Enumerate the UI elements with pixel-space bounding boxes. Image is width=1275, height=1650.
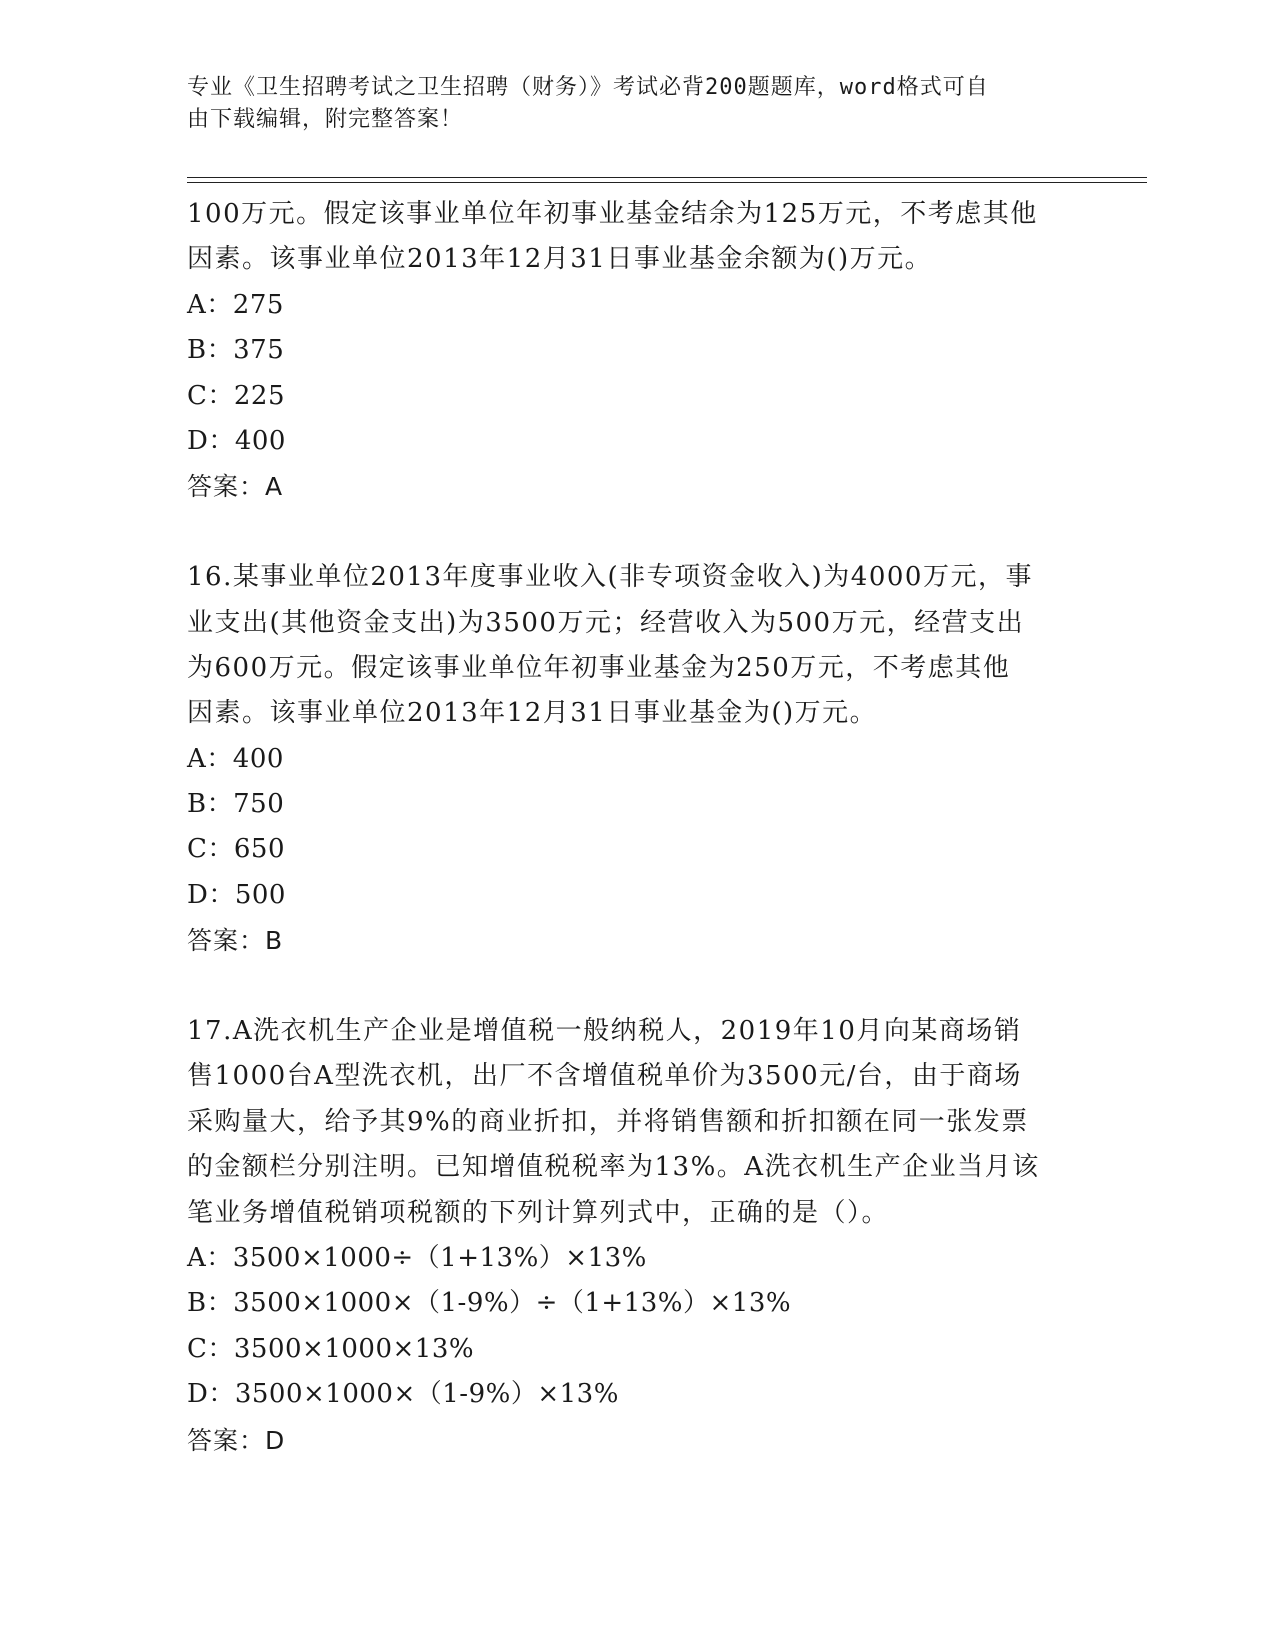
question-text-line: 为600万元。假定该事业单位年初事业基金为250万元，不考虑其他	[187, 652, 1011, 683]
option-a: A：275	[187, 289, 284, 320]
option-b: B：375	[187, 335, 285, 366]
question-text-line: 业支出(其他资金支出)为3500万元；经营收入为500万元，经营支出	[187, 607, 1025, 638]
header-divider-top	[187, 177, 1147, 178]
option-b: B：750	[187, 789, 285, 820]
question-15	[187, 192, 1107, 510]
question-content	[187, 192, 1107, 1463]
header-line-1: 专业《卫生招聘考试之卫生招聘（财务）》考试必背200题题库，word格式可自	[187, 75, 989, 100]
option-a: A：400	[187, 743, 284, 774]
option-a: A：3500×1000÷（1+13%）×13%	[187, 1242, 647, 1273]
question-text-line: 100万元。假定该事业单位年初事业基金结余为125万元，不考虑其他	[187, 199, 1038, 229]
option-b: B：3500×1000×（1-9%）÷（1+13%）×13%	[187, 1288, 792, 1319]
question-text-line: 采购量大，给予其9%的商业折扣，并将销售额和折扣额在同一张发票	[187, 1106, 1029, 1137]
answer: 答案：D	[187, 1425, 286, 1455]
header-divider-bottom	[187, 182, 1147, 183]
option-c: C：3500×1000×13%	[187, 1333, 475, 1364]
question-17	[187, 1009, 1107, 1463]
option-c: C：650	[187, 834, 286, 865]
option-c: C：225	[187, 380, 286, 411]
question-16	[187, 555, 1107, 964]
question-text-line: 16.某事业单位2013年度事业收入(非专项资金收入)为4000万元，事	[187, 562, 1033, 593]
question-text-line: 因素。该事业单位2013年12月31日事业基金为()万元。	[187, 698, 878, 729]
spacer	[187, 964, 1107, 1009]
question-text-line: 售1000台A型洗衣机，出厂不含增值税单价为3500元/台，由于商场	[187, 1061, 1022, 1092]
header-line-2: 由下载编辑，附完整答案！	[187, 107, 464, 132]
answer: 答案：B	[187, 926, 284, 956]
option-d: D：3500×1000×（1-9%）×13%	[187, 1379, 619, 1410]
question-text-line: 的金额栏分别注明。已知增值税税率为13%。A洗衣机生产企业当月该	[187, 1152, 1040, 1183]
option-d: D：500	[187, 879, 286, 910]
document-header	[187, 72, 1067, 136]
question-text-line: 笔业务增值税销项税额的下列计算列式中，正确的是（）。	[187, 1197, 890, 1228]
question-text-line: 因素。该事业单位2013年12月31日事业基金余额为()万元。	[187, 244, 933, 275]
spacer	[187, 510, 1107, 555]
question-text-line: 17.A洗衣机生产企业是增值税一般纳税人，2019年10月向某商场销	[187, 1016, 1022, 1047]
option-d: D：400	[187, 425, 286, 456]
answer: 答案：A	[187, 472, 284, 502]
